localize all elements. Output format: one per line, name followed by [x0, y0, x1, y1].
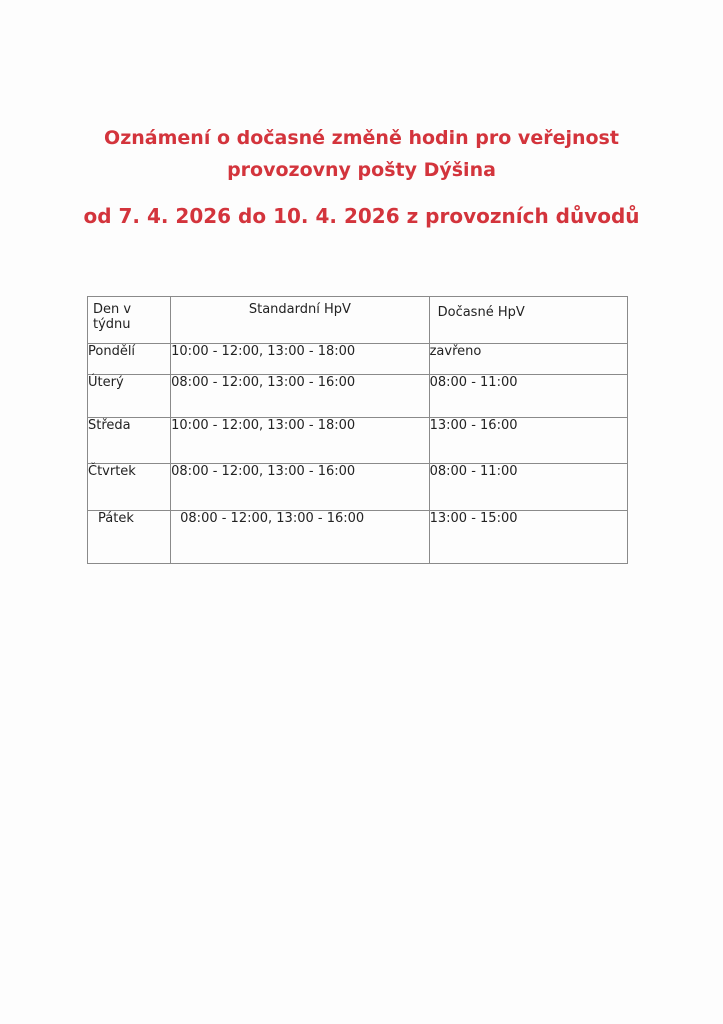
heading-line-1: Oznámení o dočasné změně hodin pro veřejnost — [104, 127, 619, 149]
temporary-hours-cell: 13:00 - 15:00 — [429, 511, 627, 564]
day-cell: Pátek — [88, 511, 171, 564]
standard-hours-cell: 08:00 - 12:00, 13:00 - 16:00 — [171, 375, 429, 418]
heading-line-2: provozovny pošty Dýšina — [227, 159, 496, 181]
standard-hours-cell: 08:00 - 12:00, 13:00 - 16:00 — [171, 464, 429, 511]
temporary-hours-cell: 13:00 - 16:00 — [429, 418, 627, 464]
announcement-heading — [0, 122, 723, 232]
table-header-row — [88, 297, 628, 344]
table-row — [88, 375, 628, 418]
opening-hours-table — [87, 296, 628, 564]
header-standard-hours: Standardní HpV — [171, 297, 429, 344]
table-row — [88, 464, 628, 511]
day-cell: Středa — [88, 418, 171, 464]
standard-hours-cell: 10:00 - 12:00, 13:00 - 18:00 — [171, 418, 429, 464]
heading-date-range: od 7. 4. 2026 do 10. 4. 2026 z provozních důvodů — [83, 204, 640, 228]
temporary-hours-cell: 08:00 - 11:00 — [429, 464, 627, 511]
header-day: Den v týdnu — [88, 297, 171, 344]
day-cell: Úterý — [88, 375, 171, 418]
table-row — [88, 344, 628, 375]
standard-hours-cell: 08:00 - 12:00, 13:00 - 16:00 — [171, 511, 429, 564]
day-cell: Čtvrtek — [88, 464, 171, 511]
day-cell: Pondělí — [88, 344, 171, 375]
temporary-hours-cell: 08:00 - 11:00 — [429, 375, 627, 418]
table-row — [88, 511, 628, 564]
temporary-hours-cell: zavřeno — [429, 344, 627, 375]
table-row — [88, 418, 628, 464]
standard-hours-cell: 10:00 - 12:00, 13:00 - 18:00 — [171, 344, 429, 375]
header-temporary-hours: Dočasné HpV — [429, 297, 627, 344]
